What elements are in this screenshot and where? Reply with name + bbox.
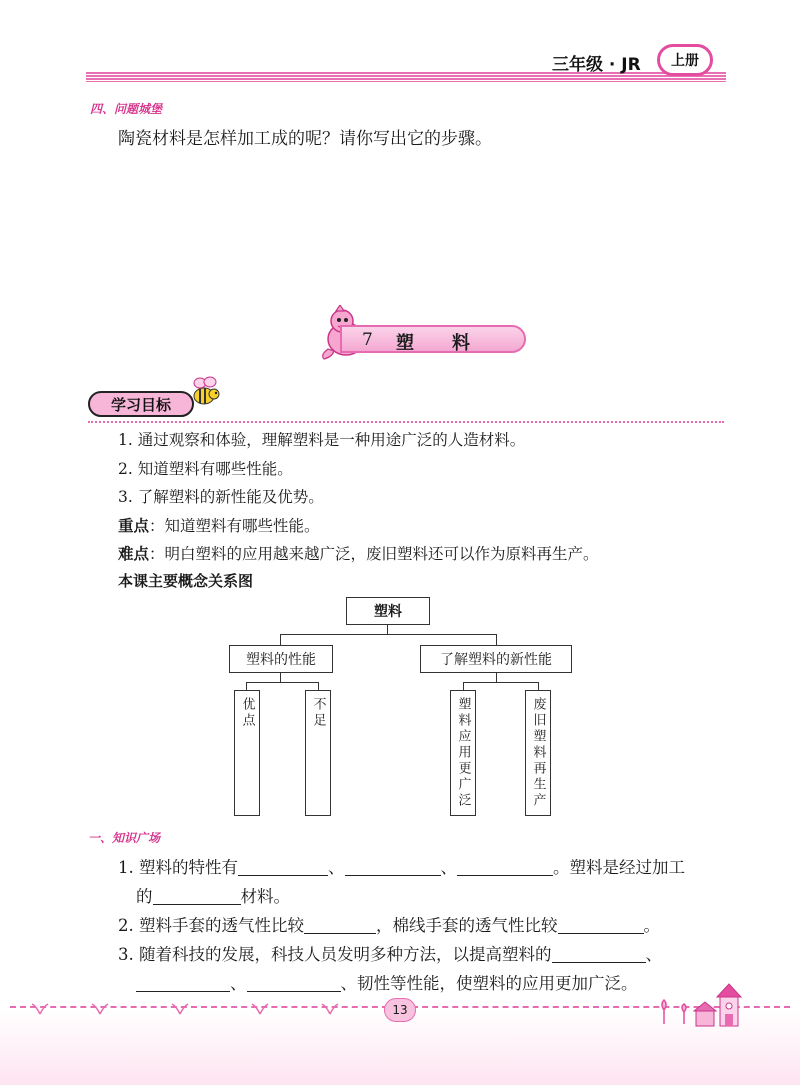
- lesson-title-first: 塑: [396, 333, 414, 354]
- map-left-node: 塑料的性能: [229, 645, 333, 673]
- answer-blank[interactable]: [457, 858, 553, 876]
- section4-question: 陶瓷材料是怎样加工成的呢？请你写出它的步骤。: [118, 129, 492, 149]
- answer-blank[interactable]: [153, 887, 241, 905]
- map-connector: [538, 682, 539, 690]
- map-leaf-wider-use: 塑料应用更广泛: [450, 690, 476, 816]
- goal-item-2: 2. 知道塑料有哪些性能。: [118, 460, 293, 478]
- difficult-point-text: ：明白塑料的应用越来越广泛，废旧塑料还可以作为原料再生产。: [149, 545, 599, 563]
- map-connector: [387, 625, 388, 634]
- map-connector: [463, 682, 464, 690]
- question-2: 2. 塑料手套的透气性比较 ，棉线手套的透气性比较 。: [118, 916, 660, 935]
- answer-blank[interactable]: [304, 916, 376, 934]
- lesson-number: 7: [362, 330, 373, 350]
- difficult-point-label: 难点: [118, 545, 150, 563]
- question-1-line1: 1. 塑料的特性有 、 、 。塑料是经过加工: [118, 858, 685, 877]
- question-1-line2: 的 材料。: [136, 887, 290, 906]
- map-connector: [280, 673, 281, 682]
- map-root: 塑料: [346, 597, 430, 625]
- map-right-node: 了解塑料的新性能: [420, 645, 572, 673]
- house-flowers-icon: [650, 980, 760, 1030]
- map-connector: [318, 682, 319, 690]
- map-leaf-advantages: 优点: [234, 690, 260, 816]
- map-connector: [463, 682, 538, 683]
- map-connector: [246, 682, 318, 683]
- goals-tab: 学习目标: [88, 391, 194, 417]
- goal-item-3: 3. 了解塑料的新性能及优势。: [118, 488, 324, 506]
- question-3-line1: 3. 随着科技的发展，科技人员发明多种方法，以提高塑料的 、: [118, 945, 662, 964]
- map-connector: [280, 634, 496, 635]
- section4-heading: 四、问题城堡: [90, 102, 163, 116]
- lesson-title-second: 料: [452, 333, 470, 354]
- goal-item-1: 1. 通过观察和体验，理解塑料是一种用途广泛的人造材料。: [118, 431, 526, 449]
- map-connector: [280, 634, 281, 645]
- answer-blank[interactable]: [247, 974, 341, 992]
- answer-blank[interactable]: [136, 974, 230, 992]
- key-point: [118, 514, 320, 536]
- volume-badge: 上册: [657, 44, 713, 76]
- map-connector: [496, 634, 497, 645]
- map-connector: [246, 682, 247, 690]
- map-connector: [496, 673, 497, 682]
- answer-blank[interactable]: [558, 916, 644, 934]
- page-number: 13: [384, 998, 416, 1022]
- concept-map-heading: 本课主要概念关系图: [118, 572, 254, 590]
- section1-heading: 一、知识广场: [88, 831, 161, 845]
- answer-blank[interactable]: [345, 858, 441, 876]
- goals-divider: [88, 421, 724, 423]
- grade-label: 三年级 · JR: [552, 55, 641, 75]
- answer-blank[interactable]: [238, 858, 328, 876]
- key-point-label: 重点: [118, 517, 150, 535]
- difficult-point: [118, 542, 599, 564]
- question-3-line2: 、 、韧性等性能，使塑料的应用更加广泛。: [136, 970, 638, 994]
- key-point-text: ：知道塑料有哪些性能。: [149, 517, 320, 535]
- map-leaf-shortcomings: 不足: [305, 690, 331, 816]
- map-leaf-recycling: 废旧塑料再生产: [525, 690, 551, 816]
- grass-sprouts-icon: [30, 996, 360, 1018]
- answer-blank[interactable]: [552, 945, 646, 963]
- bee-icon: [188, 374, 222, 410]
